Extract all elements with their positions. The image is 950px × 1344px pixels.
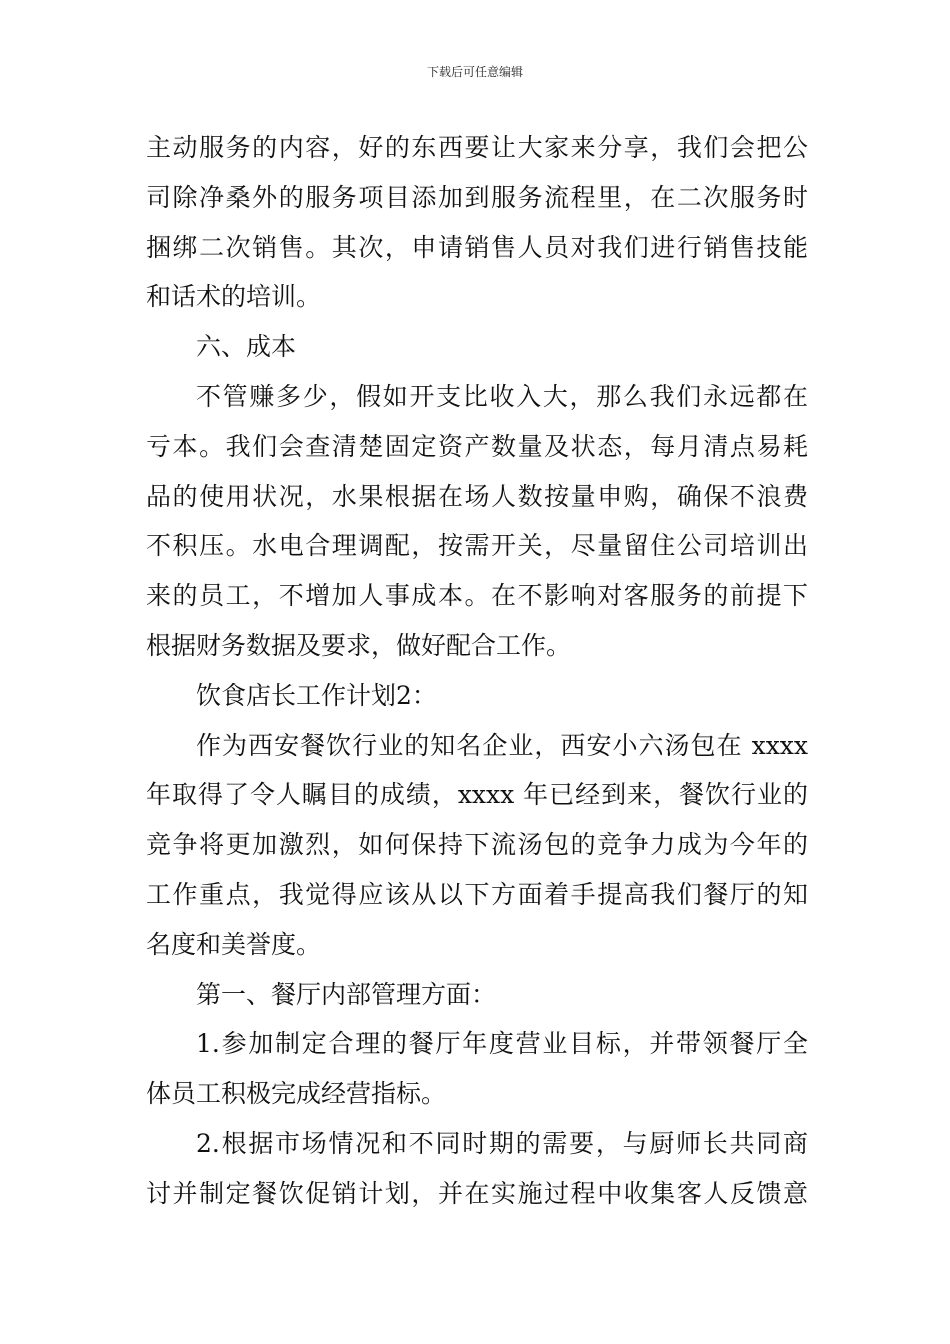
text-line: 讨并制定餐饮促销计划，并在实施过程中收集客人反馈意 — [146, 1178, 808, 1208]
text-line: 体员工积极完成经营指标。 — [146, 1079, 447, 1109]
text-line: 来的员工，不增加人事成本。在不影响对客服务的前提下 — [146, 581, 808, 611]
text-line: 饮食店长工作计划2： — [196, 680, 437, 710]
text-line: 主动服务的内容，好的东西要让大家来分享，我们会把公 — [146, 133, 808, 162]
text-line: 2.根据市场情况和不同时期的需要，与厨师长共同商 — [196, 1128, 808, 1158]
document-body — [146, 123, 808, 1219]
text-line: 作为西安餐饮行业的知名企业，西安小六汤包在 xxxx — [196, 730, 808, 760]
text-line: 捆绑二次销售。其次，申请销售人员对我们进行销售技能 — [146, 232, 808, 262]
text-line: 名度和美誉度。 — [146, 929, 322, 959]
text-line: 不管赚多少，假如开支比收入大，那么我们永远都在 — [196, 381, 808, 411]
text-line: 不积压。水电合理调配，按需开关，尽量留住公司培训出 — [146, 531, 808, 561]
text-line: 六、成本 — [196, 332, 297, 362]
text-line: 根据财务数据及要求，做好配合工作。 — [146, 630, 572, 660]
text-line: 工作重点，我觉得应该从以下方面着手提高我们餐厅的知 — [146, 879, 808, 909]
text-line: 1.参加制定合理的餐厅年度营业目标，并带领餐厅全 — [196, 1029, 808, 1059]
text-line: 第一、餐厅内部管理方面： — [196, 979, 497, 1009]
page-header-note: 下载后可任意编辑 — [426, 65, 523, 79]
text-line: 年取得了令人瞩目的成绩，xxxx 年已经到来，餐饮行业的 — [146, 780, 808, 810]
text-line: 亏本。我们会查清楚固定资产数量及状态，每月清点易耗 — [146, 431, 808, 461]
text-line: 和话术的培训。 — [146, 282, 322, 312]
text-line: 司除净桑外的服务项目添加到服务流程里，在二次服务时 — [146, 182, 808, 212]
text-line: 品的使用状况，水果根据在场人数按量申购，确保不浪费 — [146, 481, 808, 511]
text-line: 竞争将更加激烈，如何保持下流汤包的竞争力成为今年的 — [146, 830, 808, 860]
